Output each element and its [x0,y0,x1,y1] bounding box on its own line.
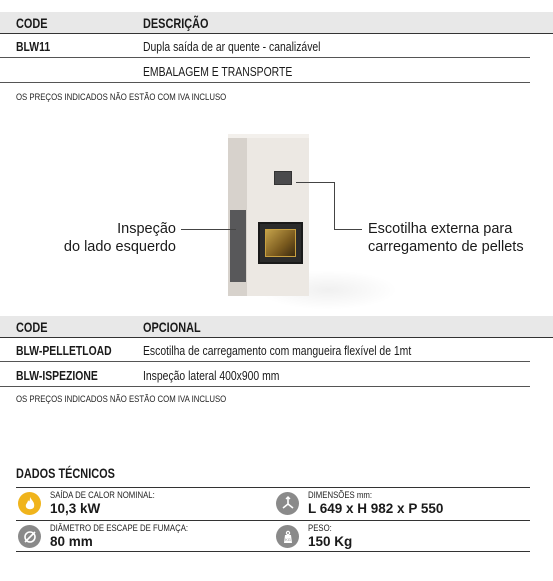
callout-line-right-h [296,182,334,183]
tech-item-weight [274,521,530,551]
pellet-hatch [274,171,292,185]
label-right-line1: Escotilha externa para [368,221,513,237]
table-row [0,36,530,58]
table-row [0,61,530,83]
tech-item-flue-diameter [16,521,271,551]
label-left-line2: do lado esquerdo [63,239,176,255]
table-row [0,340,530,362]
tech-item-dimensions [274,488,530,518]
tech-value: 80 mm [50,534,93,549]
tech-label: PESO: [308,523,332,534]
tech-label: SAÍDA DE CALOR NOMINAL: [50,490,155,501]
tech-data-title: DADOS TÉCNICOS [16,465,115,481]
callout-line-right-h2 [334,229,362,230]
header-code: CODE [16,15,48,31]
tech-label: DIMENSÕES mm: [308,490,373,501]
label-right-hatch [368,220,553,256]
row-description: Escotilha de carregamento com mangueira flexível de 1mt [143,343,412,358]
svg-text:KG: KG [284,536,291,542]
callout-line-right-v [334,182,335,229]
fire-glass [265,229,296,257]
fire-window [258,222,303,264]
price-note: OS PREÇOS INDICADOS NÃO ESTÃO COM IVA INCLUSO [16,394,227,405]
row-code: BLW11 [16,39,51,54]
header-optional: OPCIONAL [143,319,201,335]
tech-row [16,520,530,552]
row-code: BLW-PELLETLOAD [16,343,112,358]
tech-value: 150 Kg [308,534,353,549]
row-description: EMBALAGEM E TRANSPORTE [143,64,293,79]
row-description: Inspeção lateral 400x900 mm [143,368,280,383]
price-note: OS PREÇOS INDICADOS NÃO ESTÃO COM IVA INCLUSO [16,92,227,103]
label-right-line2: carregamento de pellets [368,239,524,255]
table-header [0,316,553,338]
tech-value: L 649 x H 982 x P 550 [308,501,444,516]
description-table [0,12,553,92]
weight-icon [276,525,299,548]
tech-row [16,487,530,517]
stove-front [247,138,309,296]
header-code: CODE [16,319,48,335]
label-left-line1: Inspeção [117,221,176,237]
optional-table [0,316,553,388]
callout-line-left [181,229,236,230]
row-description: Dupla saída de ar quente - canalizável [143,39,321,54]
tech-item-heat-output [16,488,271,518]
tech-label: DIÂMETRO DE ESCAPE DE FUMAÇA: [50,523,189,534]
tech-value: 10,3 kW [50,501,101,516]
header-description: DESCRIÇÃO [143,15,209,31]
flame-icon [18,492,41,515]
table-row [0,365,530,387]
row-code: BLW-ISPEZIONE [16,368,98,383]
diameter-icon [18,525,41,548]
table-header [0,12,553,34]
label-left-inspection [30,220,176,256]
dimensions-icon [276,492,299,515]
inspection-panel [230,210,246,282]
stove-illustration [0,110,553,310]
